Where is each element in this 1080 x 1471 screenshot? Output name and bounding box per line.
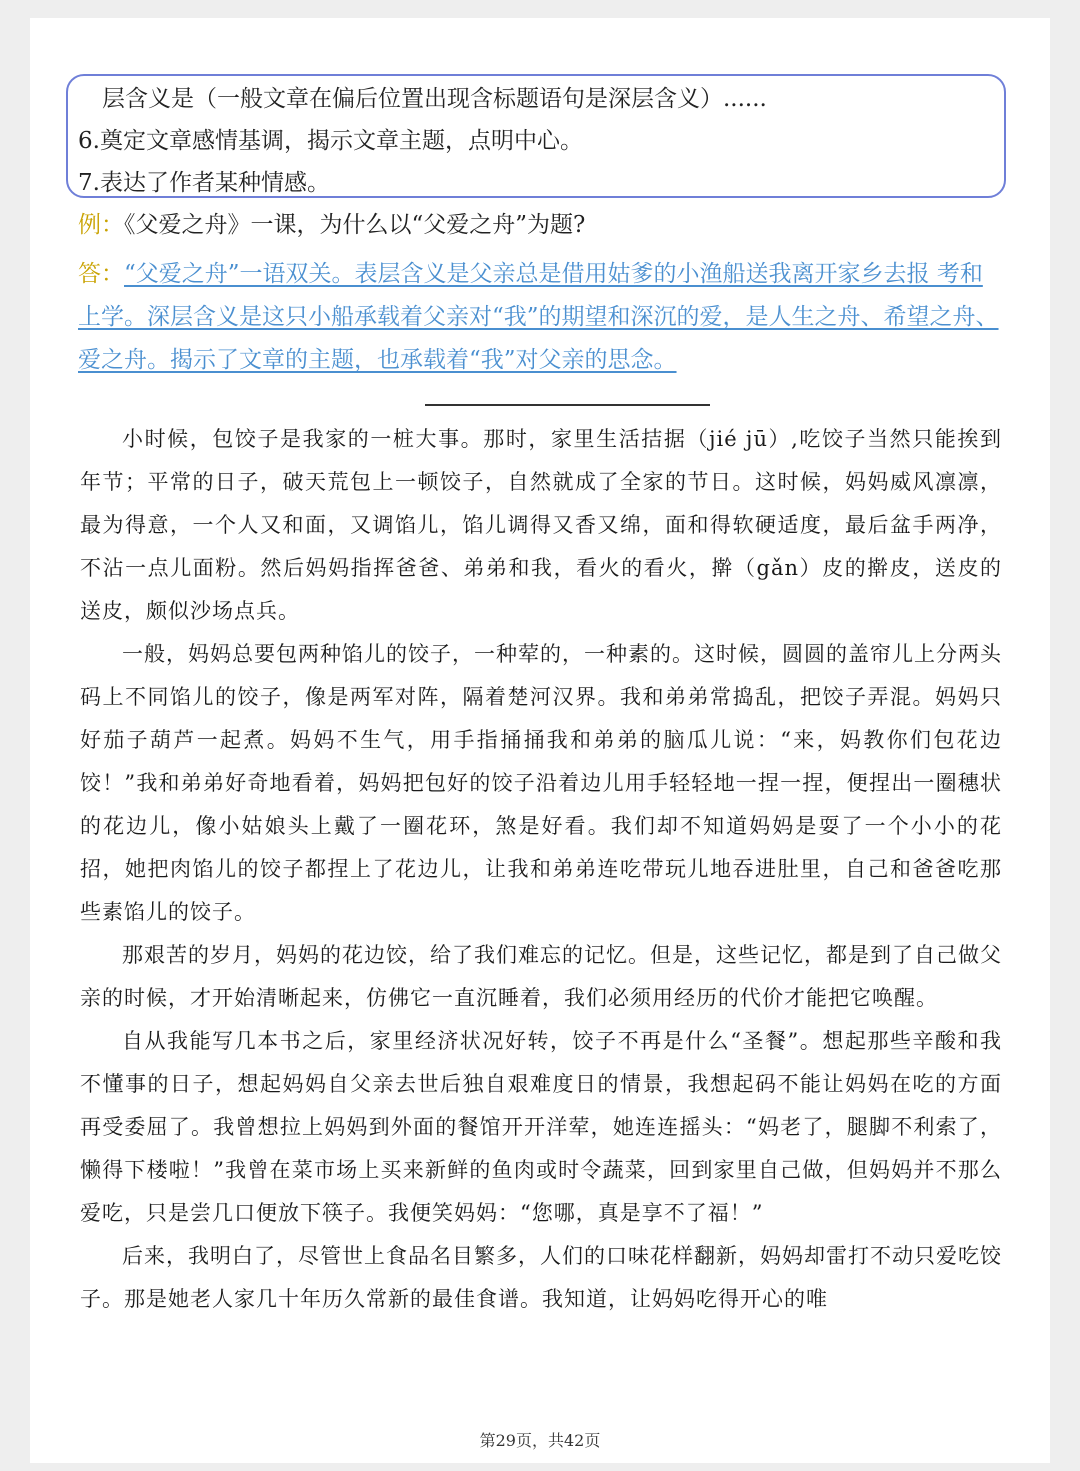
- page-number: 第29页，共42页: [479, 1431, 601, 1450]
- answer-label: 答：: [78, 261, 124, 287]
- section-divider: [425, 404, 710, 406]
- essay-paragraph: 那艰苦的岁月，妈妈的花边饺，给了我们难忘的记忆。但是，这些记忆，都是到了自己做父亲的时候，才开始清晰起来，仿佛它一直沉睡着，我们必须用经历的代价才能把它唤醒。: [80, 943, 1002, 1010]
- tip-line-2: 6.奠定文章感情基调，揭示文章主题，点明中心。: [78, 128, 583, 154]
- answer-block: [78, 253, 1002, 382]
- essay-paragraph: 后来，我明白了，尽管世上食品名目繁多，人们的口味花样翻新，妈妈却雷打不动只爱吃饺子。那是她老人家几十年历久常新的最佳食谱。我知道，让妈妈吃得开心的唯: [80, 1244, 1002, 1311]
- essay-paragraph: 自从我能写几本书之后，家里经济状况好转，饺子不再是什么“圣餐”。想起那些辛酸和我不懂事的日子，想起妈妈自父亲去世后独自艰难度日的情景，我想起码不能让妈妈在吃的方面再受委屈了。我曾想拉上妈妈到外面的餐馆开开洋荤，她连连摇头：“妈老了，腿脚不利索了，懒得下楼啦！”我曾在菜市场上买来新鲜的鱼肉或时令蔬菜，回到家里自己做，但妈妈并不那么爱吃，只是尝几口便放下筷子。我便笑妈妈：“您哪，真是享不了福！”: [80, 1029, 1002, 1225]
- answer-text: “父爱之舟”一语双关。表层含义是父亲总是借用姑爹的小渔船送我离开家乡去报 考和上学。深层含义是这只小船承载着父亲对“我”的期望和深沉的爱，是人生之舟、希望之舟、爱之舟。揭示了文章的主题，也承载着“我”对父亲的思念。: [78, 261, 999, 373]
- tip-line-1: 层含义是（一般文章在偏后位置出现含标题语句是深层含义）......: [102, 86, 767, 112]
- essay-text: [80, 418, 1002, 1321]
- example-text: 《父爱之舟》一课，为什么以“父爱之舟”为题?: [124, 212, 586, 238]
- example-question: [78, 210, 585, 240]
- essay-paragraph: 一般，妈妈总要包两种馅儿的饺子，一种荤的，一种素的。这时候，圆圆的盖帘儿上分两头码上不同馅儿的饺子，像是两军对阵，隔着楚河汉界。我和弟弟常捣乱，把饺子弄混。妈妈只好茄子葫芦一起煮。妈妈不生气，用手指捅捅我和弟弟的脑瓜儿说：“来，妈教你们包花边饺！”我和弟弟好奇地看着，妈妈把包好的饺子沿着边儿用手轻轻地一捏一捏，便捏出一圈穗状的花边儿，像小姑娘头上戴了一圈花环，煞是好看。我们却不知道妈妈是耍了一个小小的花招，她把肉馅儿的饺子都捏上了花边儿，让我和弟弟连吃带玩儿地吞进肚里，自己和爸爸吃那些素馅儿的饺子。: [80, 642, 1002, 924]
- document-page: [30, 18, 1050, 1463]
- tip-line-3: 7.表达了作者某种情感。: [78, 170, 330, 196]
- essay-paragraph: 小时候，包饺子是我家的一桩大事。那时，家里生活拮据（jié jū）,吃饺子当然只能挨到年节；平常的日子，破天荒包上一顿饺子，自然就成了全家的节日。这时候，妈妈威风凛凛，最为得意，一个人又和面，又调馅儿，馅儿调得又香又绵，面和得软硬适度，最后盆手两净，不沾一点儿面粉。然后妈妈指挥爸爸、弟弟和我，看火的看火，擀（gǎn）皮的擀皮，送皮的送皮，颇似沙场点兵。: [80, 427, 1002, 623]
- example-label: 例：: [78, 212, 124, 238]
